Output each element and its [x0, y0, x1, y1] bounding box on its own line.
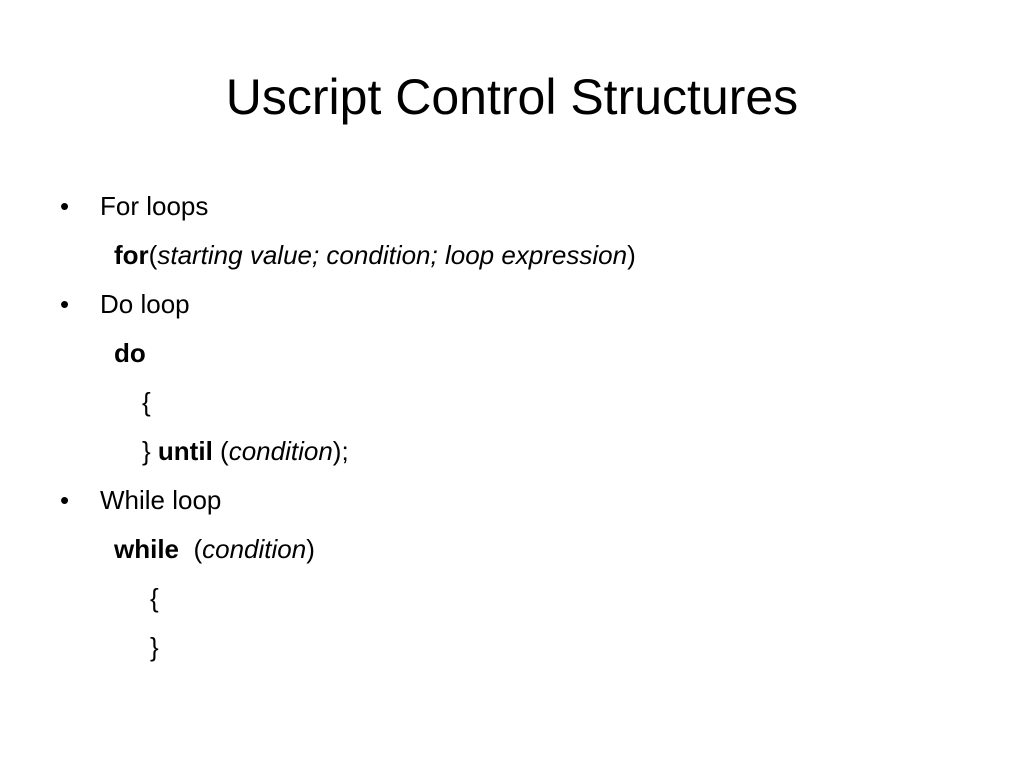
until-condition: condition: [228, 436, 333, 466]
bullet-marker: •: [60, 289, 70, 319]
bullet-do-loop: Do loop: [100, 289, 190, 319]
for-open-paren: (: [148, 240, 158, 270]
do-close-brace: }: [142, 436, 151, 466]
bullet-marker: •: [60, 191, 70, 221]
bullet-while-loop: While loop: [100, 485, 222, 515]
while-close-paren: ): [306, 534, 315, 564]
until-keyword: until: [157, 436, 213, 466]
bullet-for-loops: For loops: [100, 191, 209, 221]
until-close: );: [332, 436, 349, 466]
for-arguments: starting value; condition; loop expression: [157, 240, 628, 270]
for-keyword: for: [114, 240, 149, 270]
do-open-brace: {: [142, 387, 151, 417]
while-open-paren: (: [193, 534, 203, 564]
while-keyword: while: [114, 534, 180, 564]
while-open-brace: {: [150, 583, 159, 613]
for-syntax-line: [114, 238, 636, 272]
while-condition: condition: [202, 534, 307, 564]
until-open-paren: (: [220, 436, 229, 466]
slide-title: Uscript Control Structures: [225, 69, 799, 125]
for-close-paren: ): [627, 240, 636, 270]
while-close-brace: }: [150, 632, 159, 662]
do-until-line: [142, 434, 349, 468]
do-keyword: do: [114, 338, 146, 368]
while-syntax-line: [114, 532, 315, 566]
bullet-marker: •: [60, 485, 70, 515]
